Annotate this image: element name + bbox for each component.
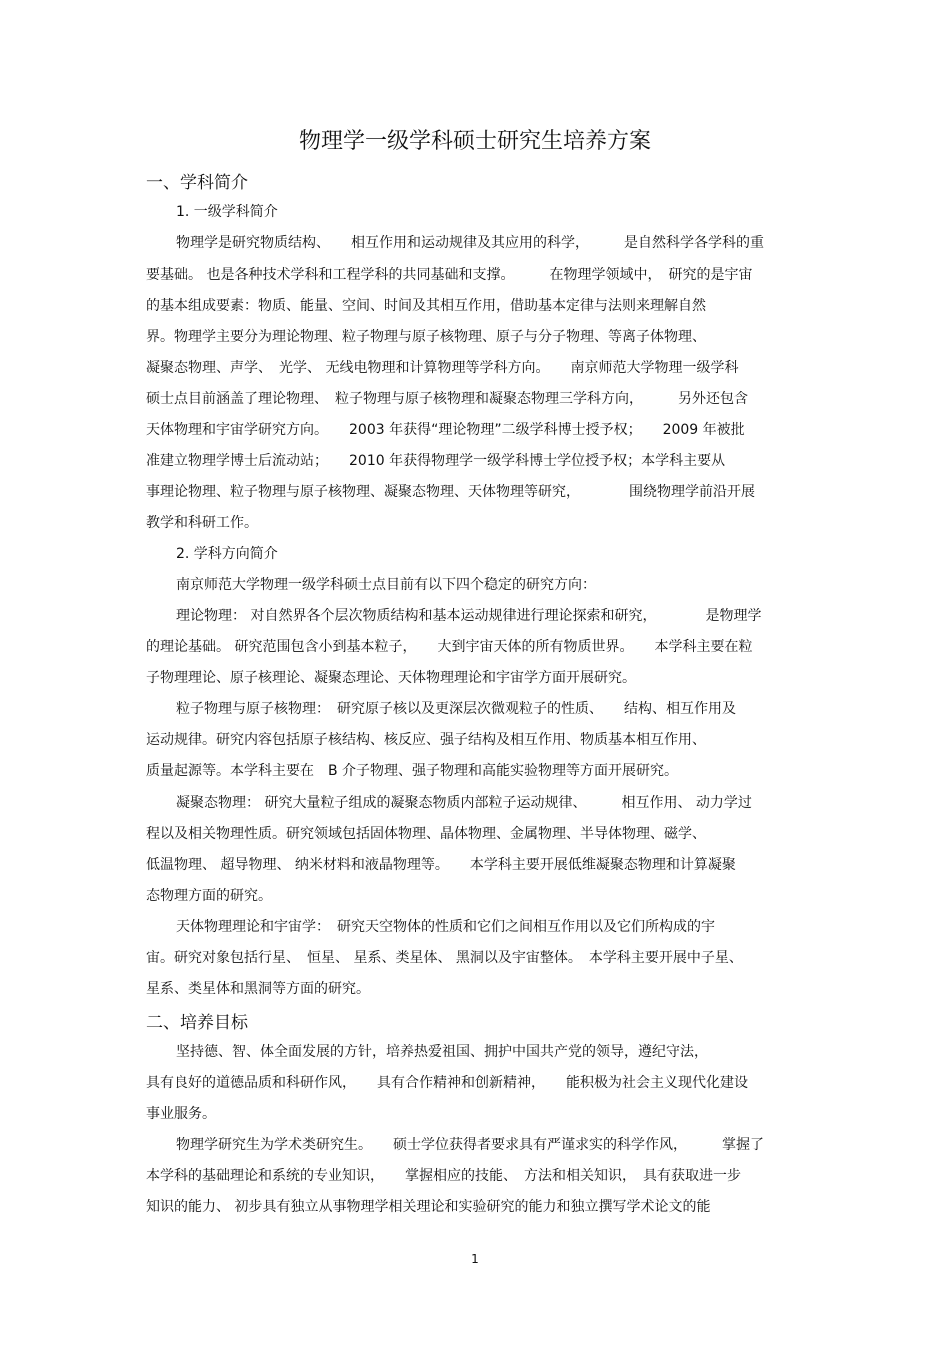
paragraph-line: 知识的能力、 初步具有独立从事物理学相关理论和实验研究的能力和独立撰写学术论文的能 [146, 1199, 711, 1215]
paragraph-line: 粒子物理与原子核物理： 研究原子核以及更深层次微观粒子的性质、 结构、相互作用及 [176, 701, 736, 717]
paragraph-line: 星系、类星体和黑洞等方面的研究。 [146, 981, 370, 997]
paragraph-line: 准建立物理学博士后流动站； 2010 年获得物理学一级学科博士学位授予权；本学科主要从 [146, 453, 726, 469]
section-heading: 一、学科简介 [146, 173, 248, 193]
paragraph-line: 教学和科研工作。 [146, 515, 258, 531]
paragraph-line: 天体物理理论和宇宙学： 研究天空物体的性质和它们之间相互作用以及它们所构成的宇 [176, 919, 715, 935]
document-title: 物理学一级学科硕士研究生培养方案 [298, 129, 651, 154]
paragraph-line: 南京师范大学物理一级学科硕士点目前有以下四个稳定的研究方向： [176, 577, 596, 593]
paragraph-line: 物理学研究生为学术类研究生。 硕士学位获得者要求具有严谨求实的科学作风， 掌握了 [176, 1137, 764, 1153]
subheading: 1. 一级学科简介 [176, 204, 278, 220]
paragraph-line: 物理学是研究物质结构、 相互作用和运动规律及其应用的科学， 是自然科学各学科的重 [176, 235, 764, 251]
paragraph-line: 运动规律。研究内容包括原子核结构、核反应、强子结构及相互作用、物质基本相互作用、 [146, 732, 706, 748]
paragraph-line: 具有良好的道德品质和科研作风， 具有合作精神和创新精神， 能积极为社会主义现代化建设 [146, 1075, 748, 1091]
paragraph-line: 宙。研究对象包括行星、 恒星、 星系、类星体、 黑洞以及宇宙整体。 本学科主要开展中子星、 [146, 950, 743, 966]
paragraph-line: 的理论基础。 研究范围包含小到基本粒子， 大到宇宙天体的所有物质世界。 本学科主要在粒 [146, 639, 753, 655]
page-number: 1 [471, 1252, 479, 1266]
paragraph-line: 程以及相关物理性质。研究领域包括固体物理、晶体物理、金属物理、半导体物理、磁学、 [146, 826, 706, 842]
paragraph-line: 硕士点目前涵盖了理论物理、 粒子物理与原子核物理和凝聚态物理三学科方向， 另外还包含 [146, 391, 748, 407]
section-heading: 二、培养目标 [146, 1013, 248, 1033]
paragraph-line: 凝聚态物理、声学、 光学、 无线电物理和计算物理等学科方向。 南京师范大学物理一级学科 [146, 360, 739, 376]
subheading: 2. 学科方向简介 [176, 546, 278, 562]
paragraph-line: 凝聚态物理： 研究大量粒子组成的凝聚态物质内部粒子运动规律、 相互作用、 动力学过 [176, 795, 752, 811]
paragraph-line: 事理论物理、粒子物理与原子核物理、凝聚态物理、天体物理等研究， 围绕物理学前沿开展 [146, 484, 755, 500]
paragraph-line: 本学科的基础理论和系统的专业知识， 掌握相应的技能、 方法和相关知识， 具有获取进一步 [146, 1168, 741, 1184]
paragraph-line: 界。物理学主要分为理论物理、粒子物理与原子核物理、原子与分子物理、等离子体物理、 [146, 329, 706, 345]
paragraph-line: 理论物理： 对自然界各个层次物质结构和基本运动规律进行理论探索和研究， 是物理学 [176, 608, 762, 624]
paragraph-line: 事业服务。 [146, 1106, 216, 1122]
paragraph-line: 坚持德、智、体全面发展的方针，培养热爱祖国、拥护中国共产党的领导，遵纪守法， [176, 1044, 708, 1060]
paragraph-line: 低温物理、 超导物理、 纳米材料和液晶物理等。 本学科主要开展低维凝聚态物理和计算凝聚 [146, 857, 736, 873]
paragraph-line: 质量起源等。本学科主要在 B 介子物理、强子物理和高能实验物理等方面开展研究。 [146, 763, 679, 779]
paragraph-line: 子物理理论、原子核理论、凝聚态理论、天体物理理论和宇宙学方面开展研究。 [146, 670, 636, 686]
paragraph-line: 要基础。 也是各种技术学科和工程学科的共同基础和支撑。 在物理学领域中， 研究的是宇宙 [146, 267, 753, 283]
paragraph-line: 天体物理和宇宙学研究方向。 2003 年获得“理论物理”二级学科博士授予权； 2009 年被批 [146, 422, 745, 438]
paragraph-line: 态物理方面的研究。 [146, 888, 272, 904]
paragraph-line: 的基本组成要素：物质、能量、空间、时间及其相互作用，借助基本定律与法则来理解自然 [146, 298, 706, 314]
